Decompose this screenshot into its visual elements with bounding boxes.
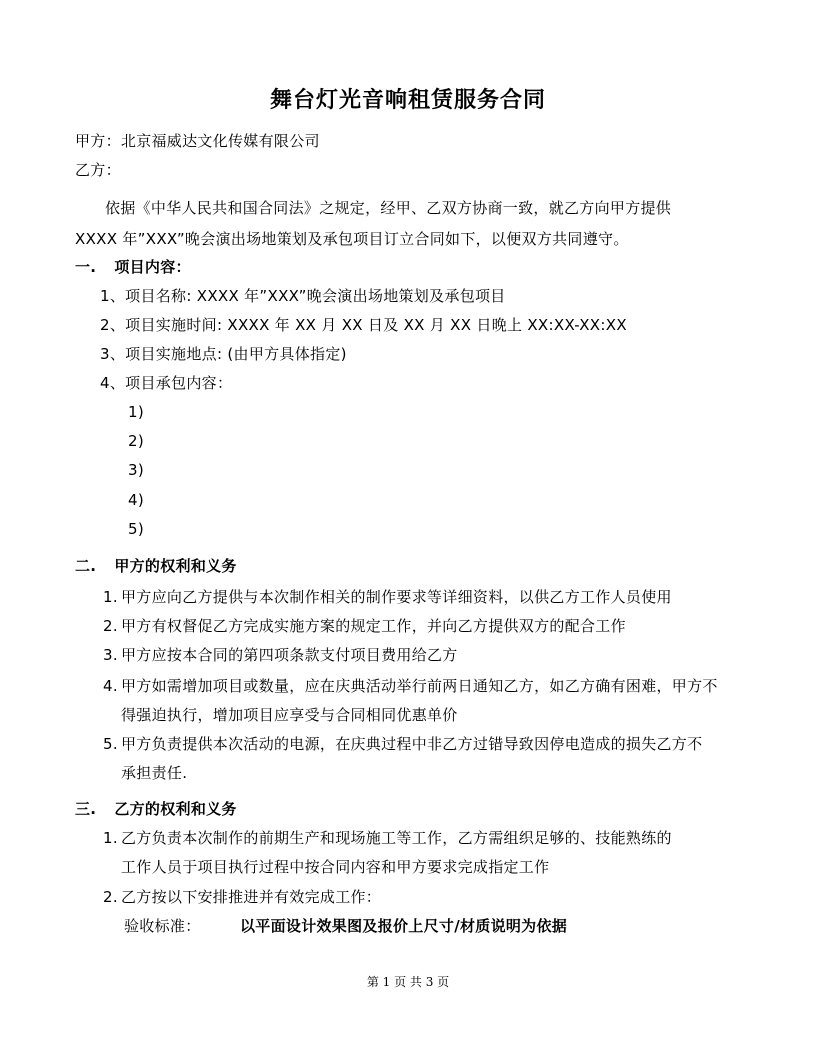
acceptance-standard-value: 以平面设计效果图及报价上尺寸/材质说明为依据 bbox=[240, 917, 568, 935]
acceptance-standard-label: 验收标准： bbox=[124, 917, 201, 935]
item-number: 3. bbox=[103, 646, 118, 664]
section-1-item: 4、项目承包内容： bbox=[100, 374, 233, 392]
item-text-continued: 得强迫执行，增加项目应享受与合同相同优惠单价 bbox=[121, 706, 458, 724]
section-1-title: 项目内容： bbox=[114, 258, 191, 276]
page-title: 舞台灯光音响租赁服务合同 bbox=[269, 88, 546, 113]
item-number: 2. bbox=[103, 617, 118, 635]
item-number: 1. bbox=[103, 829, 118, 847]
section-3-title: 乙方的权利和义务 bbox=[114, 800, 237, 818]
item-text: 甲方如需增加项目或数量，应在庆典活动举行前两日通知乙方，如乙方确有困难，甲方不 bbox=[121, 677, 718, 695]
item-number: 5. bbox=[103, 735, 118, 753]
item-number: 1. bbox=[103, 588, 118, 606]
section-1-subitem: 5) bbox=[128, 520, 144, 538]
item-text: 甲方有权督促乙方完成实施方案的规定工作，并向乙方提供双方的配合工作 bbox=[121, 617, 626, 635]
item-text-continued: 承担责任. bbox=[121, 764, 188, 782]
item-text-continued: 工作人员于项目执行过程中按合同内容和甲方要求完成指定工作 bbox=[121, 858, 550, 876]
section-1-subitem: 1) bbox=[128, 403, 144, 421]
item-number: 2. bbox=[103, 888, 118, 906]
item-text: 乙方按以下安排推进并有效完成工作： bbox=[121, 888, 382, 906]
section-1-heading bbox=[75, 257, 191, 277]
page-footer: 第 1 页 共 3 页 bbox=[366, 975, 450, 989]
item-text: 甲方负责提供本次活动的电源，在庆典过程中非乙方过错导致因停电造成的损失乙方不 bbox=[121, 735, 703, 753]
item-text: 乙方负责本次制作的前期生产和现场施工等工作，乙方需组织足够的、技能熟练的 bbox=[121, 829, 672, 847]
item-number: 4. bbox=[103, 677, 118, 695]
section-1-item: 1、项目名称: XXXX 年”XXX”晚会演出场地策划及承包项目 bbox=[100, 287, 506, 305]
preamble-line-2: XXXX 年”XXX”晚会演出场地策划及承包项目订立合同如下，以便双方共同遵守。 bbox=[75, 230, 629, 248]
preamble-line-1: 依据《中华人民共和国合同法》之规定，经甲、乙双方协商一致，就乙方向甲方提供 bbox=[105, 199, 672, 217]
section-2-title: 甲方的权利和义务 bbox=[114, 557, 237, 575]
section-1-number: 一. bbox=[75, 258, 97, 276]
party-a-line: 甲方：北京福威达文化传媒有限公司 bbox=[75, 132, 320, 150]
section-1-item: 2、项目实施时间: XXXX 年 XX 月 XX 日及 XX 月 XX 日晚上 XX:XX-XX:XX bbox=[100, 316, 627, 334]
section-1-subitem: 4) bbox=[128, 491, 144, 509]
section-1-subitem: 3) bbox=[128, 461, 144, 479]
section-1-subitem: 2) bbox=[128, 432, 144, 450]
section-3-heading bbox=[75, 799, 237, 819]
section-1-item: 3、项目实施地点: (由甲方具体指定) bbox=[100, 345, 347, 363]
item-text: 甲方应向乙方提供与本次制作相关的制作要求等详细资料，以供乙方工作人员使用 bbox=[121, 588, 672, 606]
section-2-number: 二. bbox=[75, 557, 97, 575]
party-b-line: 乙方： bbox=[75, 161, 121, 179]
item-text: 甲方应按本合同的第四项条款支付项目费用给乙方 bbox=[121, 646, 458, 664]
section-2-heading bbox=[75, 556, 237, 576]
section-3-number: 三. bbox=[75, 800, 97, 818]
